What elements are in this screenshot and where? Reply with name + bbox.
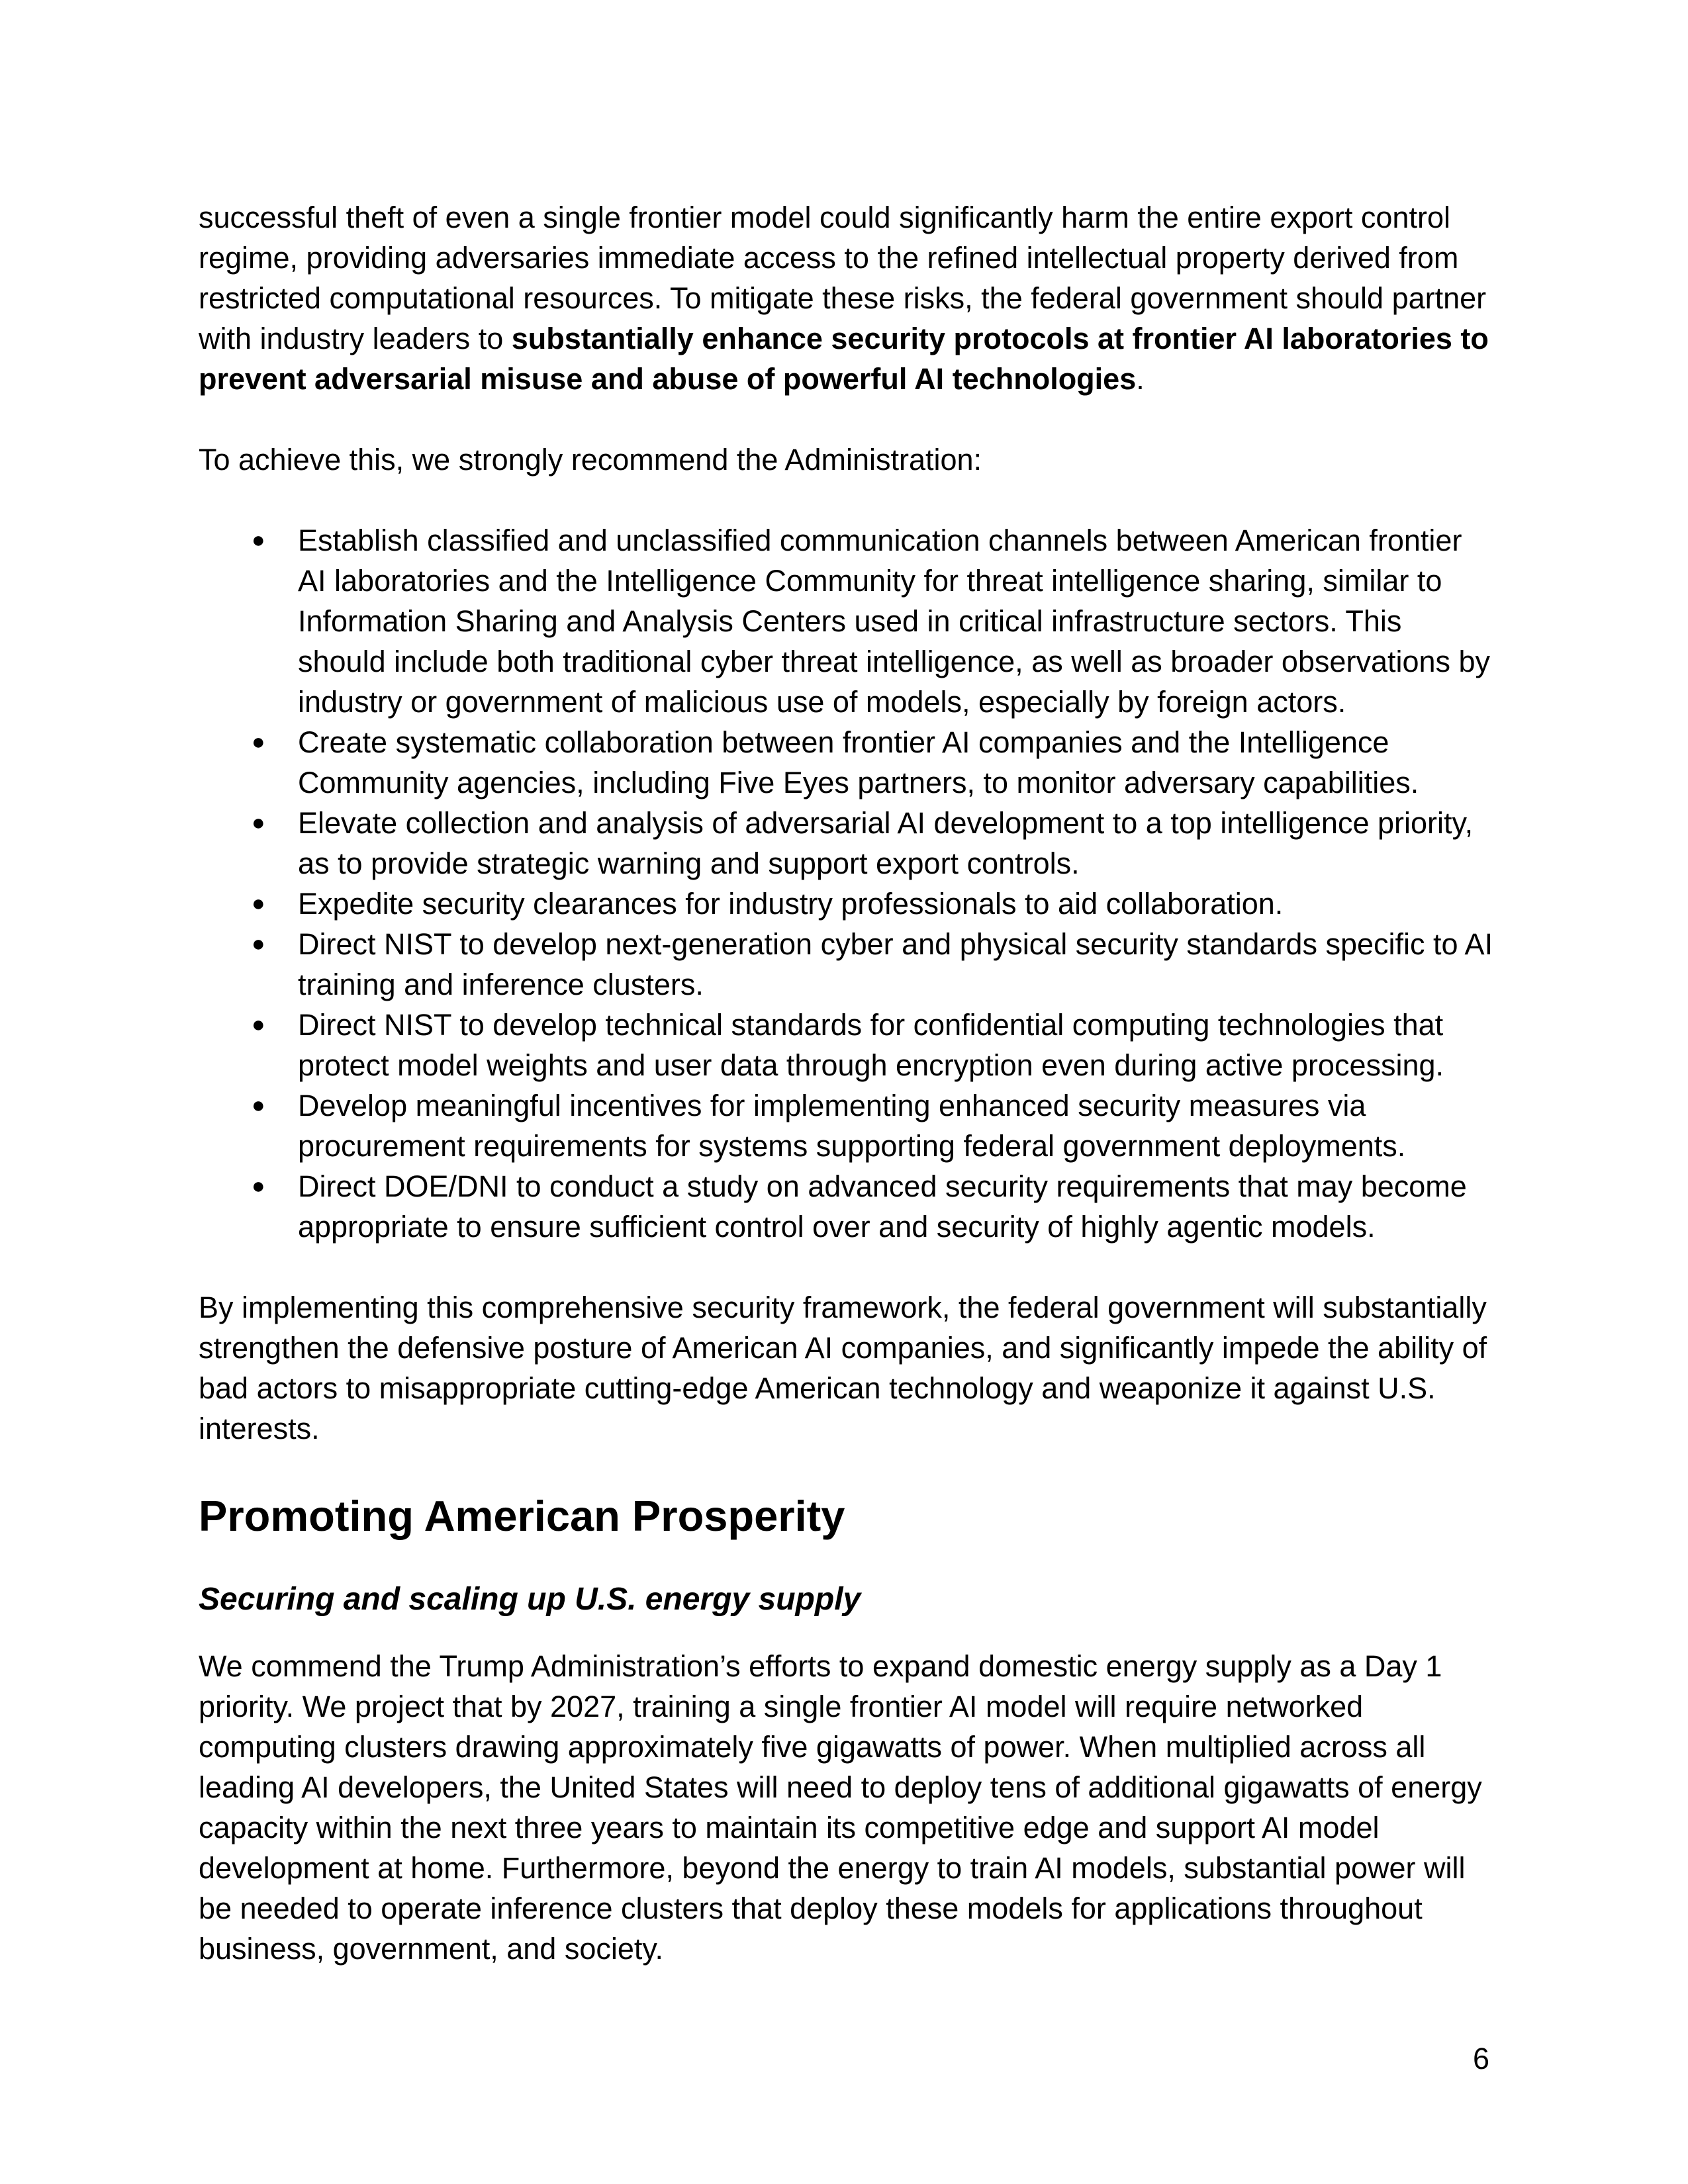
list-item [199,1005,1496,1085]
intro-end: . [1136,362,1145,396]
intro-text: successful theft of even a single frontier model could significantly harm the entire export control regime, providing adversaries immediate access to the refined intellectual property derived from restricted computational resources. To mitigate these risks, the federal government should partner with industry leaders to [199,201,1487,355]
bullet-icon: ● [252,1093,265,1118]
page-number: 6 [1472,2042,1489,2075]
document-body [199,197,1496,1969]
list-item-text: Establish classified and unclassified communication channels between American frontier AI laboratories and the Intelligence Community for threat intelligence sharing, similar to Information Sharing and Analysis Centers used in critical infrastructure sectors. This should include both traditional cyber threat intelligence, as well as broader observations by industry or government of malicious use of models, especially by foreign actors. [298,523,1491,719]
list-item [199,1166,1496,1247]
bullet-icon: ● [252,1012,265,1037]
list-item [199,1085,1496,1166]
intro-bold-text: substantially enhance security protocols at frontier AI laboratories to prevent adversarial misuse and abuse of powerful AI technologies [199,322,1489,396]
list-item-text: Direct NIST to develop next-generation cyber and physical security standards specific to AI training and inference clusters. [298,927,1493,1001]
bullet-icon: ● [252,810,265,835]
outro-paragraph: By implementing this comprehensive security framework, the federal government will substantially strengthen the defensive posture of American AI companies, and significantly impede the ability of bad actors to misappropriate cutting-edge American technology and weaponize it against U.S. interests. [199,1291,1487,1445]
list-item-text: Direct NIST to develop technical standards for confidential computing technologies that protect model weights and user data through encryption even during active processing. [298,1008,1444,1082]
bullet-icon: ● [252,931,265,956]
list-item-text: Elevate collection and analysis of adversarial AI development to a top intelligence priority, as to provide strategic warning and support export controls. [298,806,1474,880]
recommend-intro: To achieve this, we strongly recommend the Administration: [199,443,982,477]
list-item [199,803,1496,884]
list-item [199,722,1496,803]
list-item [199,884,1496,924]
list-item-text: Develop meaningful incentives for implementing enhanced security measures via procurement requirements for systems supporting federal government deployments. [298,1089,1406,1163]
bullet-icon: ● [252,1173,265,1199]
subsection-heading: Securing and scaling up U.S. energy supply [199,1582,861,1617]
list-item [199,520,1496,722]
list-item-text: Expedite security clearances for industry professionals to aid collaboration. [298,887,1284,921]
bullet-icon: ● [252,527,265,553]
list-item-text: Direct DOE/DNI to conduct a study on advanced security requirements that may become appropriate to ensure sufficient control over and security of highly agentic models. [298,1169,1467,1244]
bullet-icon: ● [252,729,265,754]
bullet-icon: ● [252,891,265,916]
section-heading: Promoting American Prosperity [199,1492,845,1540]
energy-paragraph: We commend the Trump Administration’s efforts to expand domestic energy supply as a Day 1 priority. We project that by 2027, training a single frontier AI model will require networked computing clusters drawing approximately five gigawatts of power. When multiplied across all leading AI developers, the United States will need to deploy tens of additional gigawatts of energy capacity within the next three years to maintain its competitive edge and support AI model development at home. Furthermore, beyond the energy to train AI models, substantial power will be needed to operate inference clusters that deploy these models for applications throughout business, government, and society. [199,1649,1482,1966]
intro-paragraph [199,197,1496,399]
list-item-text: Create systematic collaboration between frontier AI companies and the Intelligence Community agencies, including Five Eyes partners, to monitor adversary capabilities. [298,725,1419,799]
recommendation-list [199,520,1496,1247]
list-item [199,924,1496,1005]
